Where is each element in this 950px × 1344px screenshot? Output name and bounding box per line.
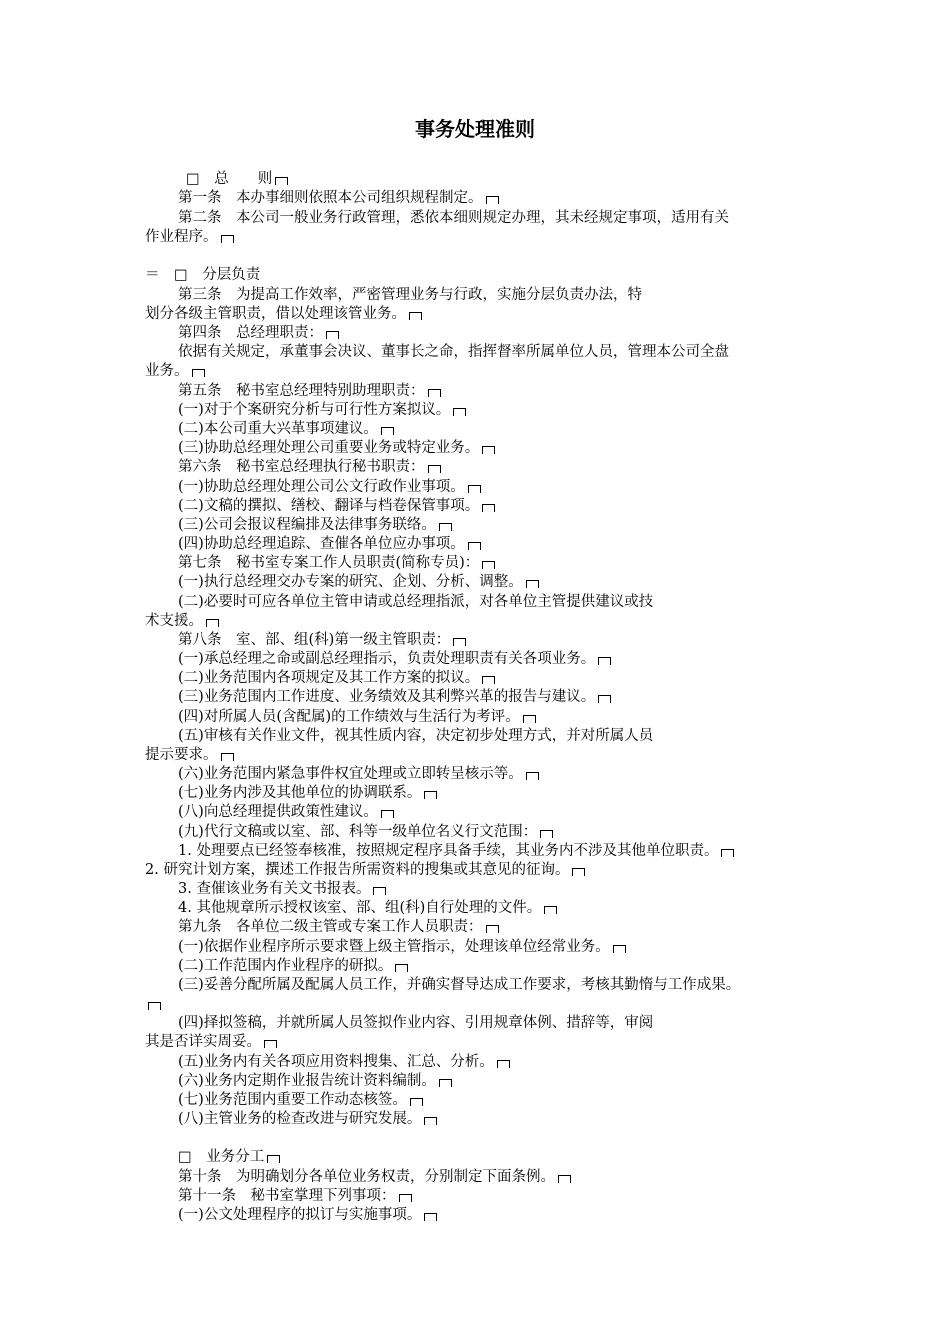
line-text: (六)业务范围内紧急事件权宜处理或立即转呈核示等。 [178, 766, 523, 782]
line-text: (八)主管业务的检查改进与研究发展。 [178, 1111, 422, 1127]
paragraph-mark-icon [468, 542, 481, 550]
text-line [178, 420, 394, 439]
text-line [178, 478, 481, 497]
paragraph-mark-icon [424, 791, 437, 799]
text-line [178, 765, 539, 784]
line-text: 第九条 各单位二级主管或专案工作人员职责： [178, 919, 483, 935]
paragraph-mark-icon [486, 925, 499, 933]
line-text: (二)必要时可应各单位主管申请或总经理指派，对各单位主管提供建议或技 [178, 594, 654, 610]
text-line [145, 228, 234, 247]
line-text: 1. 处理要点已经签奉核准，按照规定程序具备手续，其业务内不涉及其他单位职责。 [178, 843, 719, 859]
text-line [178, 1053, 510, 1072]
text-line [145, 1033, 277, 1052]
line-text: (七)业务内涉及其他单位的协调联系。 [178, 785, 422, 801]
paragraph-mark-icon [482, 446, 495, 454]
text-line [178, 516, 452, 535]
line-text: 第十一条 秘书室掌理下列事项： [178, 1188, 396, 1204]
text-line [145, 266, 260, 285]
paragraph-mark-icon [264, 1040, 277, 1048]
text-line [178, 189, 499, 208]
line-text: 第七条 秘书室专案工作人员职责(简称专员)： [178, 555, 480, 571]
paragraph-mark-icon [540, 830, 553, 838]
line-text: 第二条 本公司一般业务行政管理，悉依本细则规定办理，其未经规定事项，适用有关 [178, 210, 729, 226]
line-text: ＝ □ 分层负责 [145, 267, 261, 283]
text-line [178, 918, 499, 937]
line-text: 依据有关规定，承董事会决议、董事长之命，指挥督率所属单位人员，管理本公司全盘 [178, 344, 729, 360]
line-text: 术支援。 [145, 613, 203, 629]
paragraph-mark-icon [148, 1002, 161, 1010]
line-text: □ 总 则 [186, 171, 273, 187]
text-line [178, 382, 441, 401]
paragraph-mark-icon [221, 235, 234, 243]
line-text: (一)依据作业程序所示要求暨上级主管指示，处理该单位经常业务。 [178, 939, 610, 955]
paragraph-mark-icon [468, 485, 481, 493]
paragraph-mark-icon [373, 887, 386, 895]
paragraph-mark-icon [206, 619, 219, 627]
text-line [178, 324, 339, 343]
text-line [145, 305, 422, 324]
line-text: (一)协助总经理处理公司公文行政作业事项。 [178, 479, 465, 495]
paragraph-mark-icon [558, 1175, 571, 1183]
line-text: 第五条 秘书室总经理特别助理职责： [178, 383, 425, 399]
text-line [178, 535, 481, 554]
text-line [178, 554, 495, 573]
line-text: (九)代行文稿或以室、部、科等一级单位名义行文范围： [178, 824, 538, 840]
text-line [145, 362, 205, 381]
text-line [178, 803, 394, 822]
paragraph-mark-icon [482, 561, 495, 569]
paragraph-mark-icon [526, 772, 539, 780]
text-line [178, 842, 734, 861]
text-line [178, 899, 557, 918]
line-text: (一)公文处理程序的拟订与实施事项。 [178, 1207, 422, 1223]
text-line [145, 746, 234, 765]
line-text: (一)对于个案研究分析与可行性方案拟议。 [178, 402, 451, 418]
line-text: (四)择拟签稿，并就所属人员签拟作业内容、引用规章体例、措辞等，审阅 [178, 1015, 654, 1031]
paragraph-mark-icon [399, 1194, 412, 1202]
text-line [178, 688, 611, 707]
text-line [178, 957, 408, 976]
line-text: 3. 查催该业务有关文书报表。 [178, 881, 371, 897]
line-text: 第六条 秘书室总经理执行秘书职责： [178, 459, 425, 475]
paragraph-mark-icon [381, 427, 394, 435]
paragraph-mark-icon [453, 638, 466, 646]
text-line [178, 593, 653, 612]
line-text: (二)工作范围内作业程序的研拟。 [178, 958, 393, 974]
paragraph-mark-icon [721, 849, 734, 857]
line-text: (四)对所属人员(含配属)的工作绩效与生活行为考评。 [178, 709, 520, 725]
line-text: (一)承总经理之命或副总经理指示，负责处理职责有关各项业务。 [178, 651, 596, 667]
text-line [178, 976, 740, 995]
paragraph-mark-icon [409, 312, 422, 320]
line-text: (二)本公司重大兴革事项建议。 [178, 421, 378, 437]
paragraph-mark-icon [453, 408, 466, 416]
paragraph-mark-icon [410, 1098, 423, 1106]
text-line [178, 401, 466, 420]
text-line [178, 1187, 412, 1206]
text-line [145, 612, 219, 631]
text-line [178, 650, 611, 669]
paragraph-mark-icon [526, 580, 539, 588]
line-text: (二)业务范围内各项规定及其工作方案的拟议。 [178, 670, 480, 686]
line-text: (五)业务内有关各项应用资料搜集、汇总、分析。 [178, 1054, 494, 1070]
paragraph-mark-icon [497, 1060, 510, 1068]
line-text: 业务。 [145, 363, 189, 379]
text-line [178, 343, 729, 362]
paragraph-mark-icon [482, 504, 495, 512]
text-line [178, 573, 539, 592]
text-line [178, 286, 642, 305]
line-text: □ 业务分工 [178, 1149, 265, 1165]
text-line [178, 1148, 280, 1167]
line-text: 2. 研究计划方案，撰述工作报告所需资料的搜集或其意见的征询。 [145, 862, 570, 878]
text-line [178, 1206, 437, 1225]
paragraph-mark-icon [275, 177, 288, 185]
line-text: 第三条 为提高工作效率，严密管理业务与行政，实施分层负责办法，特 [178, 287, 642, 303]
text-line [178, 631, 466, 650]
line-text: 作业程序。 [145, 229, 218, 245]
line-text: (八)向总经理提供政策性建议。 [178, 804, 378, 820]
text-line [178, 938, 626, 957]
paragraph-mark-icon [572, 868, 585, 876]
document-title: 事务处理准则 [415, 117, 535, 141]
paragraph-mark-icon [267, 1155, 280, 1163]
paragraph-mark-icon [424, 1213, 437, 1221]
line-text: (二)文稿的撰拟、缮校、翻译与档卷保管事项。 [178, 498, 480, 514]
paragraph-mark-icon [544, 906, 557, 914]
paragraph-mark-icon [395, 964, 408, 972]
paragraph-mark-icon [598, 657, 611, 665]
line-text: (七)业务范围内重要工作动态核签。 [178, 1092, 407, 1108]
text-line [178, 1072, 452, 1091]
line-text: 第十条 为明确划分各单位业务权责，分别制定下面条例。 [178, 1169, 555, 1185]
text-line [178, 209, 729, 228]
text-line [178, 1168, 571, 1187]
paragraph-mark-icon [326, 331, 339, 339]
line-text: 其是否详实周妥。 [145, 1034, 261, 1050]
line-text: (五)审核有关作业文件，视其性质内容，决定初步处理方式，并对所属人员 [178, 728, 654, 744]
text-line [186, 170, 288, 189]
text-line [178, 1091, 423, 1110]
paragraph-mark-icon [381, 810, 394, 818]
line-text: 4. 其他规章所示授权该室、部、组(科)自行处理的文件。 [178, 900, 542, 916]
text-line [178, 1110, 437, 1129]
text-line [145, 861, 585, 880]
line-text: 划分各级主管职责，借以处理该管业务。 [145, 306, 406, 322]
paragraph-mark-icon [428, 389, 441, 397]
text-line [178, 708, 536, 727]
line-text: (三)公司会报议程编排及法律事务联络。 [178, 517, 436, 533]
line-text: (六)业务内定期作业报告统计资料编制。 [178, 1073, 436, 1089]
text-line [178, 784, 437, 803]
line-text: (一)执行总经理交办专案的研究、企划、分析、调整。 [178, 574, 523, 590]
line-text: (四)协助总经理追踪、查催各单位应办事项。 [178, 536, 465, 552]
paragraph-mark-icon [598, 695, 611, 703]
paragraph-mark-icon [221, 753, 234, 761]
text-line [178, 669, 495, 688]
text-line [178, 823, 553, 842]
line-text: 第八条 室、部、组(科)第一级主管职责： [178, 632, 451, 648]
line-text: 提示要求。 [145, 747, 218, 763]
text-line [178, 497, 495, 516]
text-line [145, 995, 161, 1014]
line-text: (三)协助总经理处理公司重要业务或特定业务。 [178, 440, 480, 456]
text-line [178, 439, 495, 458]
text-line [178, 1014, 653, 1033]
paragraph-mark-icon [428, 465, 441, 473]
text-line [178, 727, 653, 746]
paragraph-mark-icon [192, 369, 205, 377]
paragraph-mark-icon [486, 196, 499, 204]
paragraph-mark-icon [424, 1117, 437, 1125]
line-text: 第一条 本办事细则依照本公司组织规程制定。 [178, 190, 483, 206]
text-line [178, 880, 386, 899]
text-line [178, 458, 441, 477]
paragraph-mark-icon [439, 523, 452, 531]
paragraph-mark-icon [613, 945, 626, 953]
line-text: (三)妥善分配所属及配属人员工作，并确实督导达成工作要求，考核其勤惰与工作成果。 [178, 977, 741, 993]
line-text: 第四条 总经理职责： [178, 325, 323, 341]
paragraph-mark-icon [523, 715, 536, 723]
paragraph-mark-icon [439, 1079, 452, 1087]
line-text: (三)业务范围内工作进度、业务绩效及其利弊兴革的报告与建议。 [178, 689, 596, 705]
paragraph-mark-icon [482, 676, 495, 684]
